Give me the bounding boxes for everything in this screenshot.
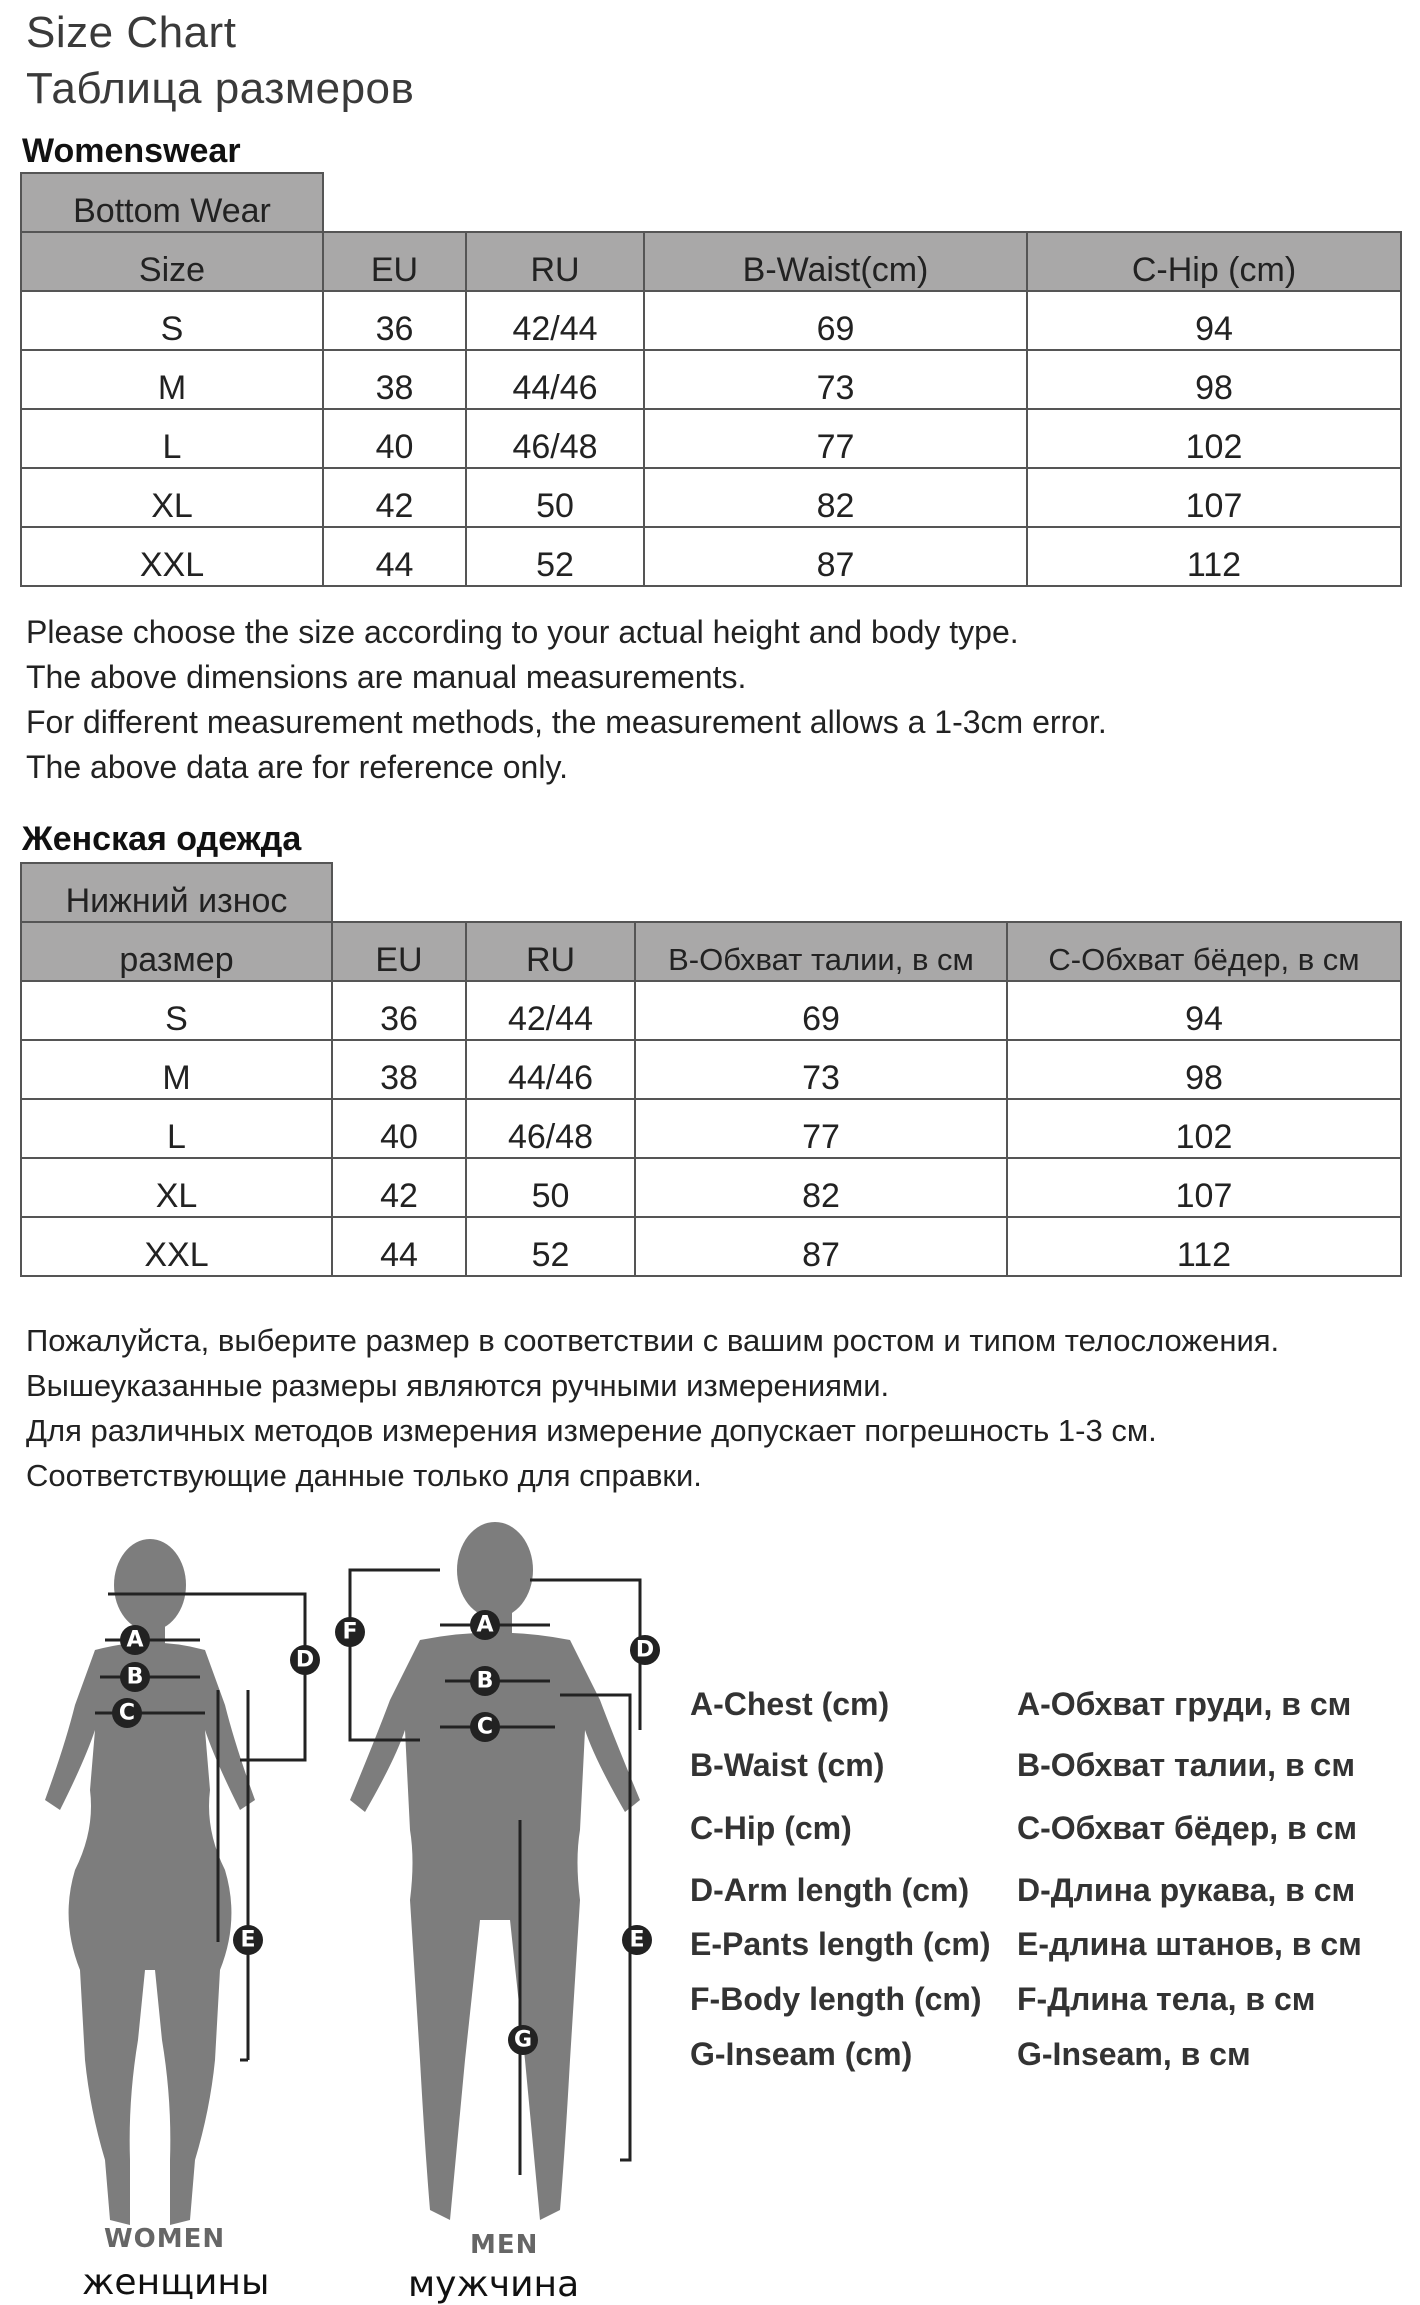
column-header: RU: [466, 922, 635, 981]
table-cell: 69: [644, 291, 1027, 350]
table-cell: 82: [644, 468, 1027, 527]
table-row: [21, 981, 1401, 1040]
note-line: Пожалуйста, выберите размер в соответствии с вашим ростом и типом телосложения.: [26, 1323, 1280, 1358]
table-cell: 44/46: [466, 1040, 635, 1099]
column-header: EU: [332, 922, 466, 981]
table-cell: 98: [1027, 350, 1401, 409]
column-header: RU: [466, 232, 644, 291]
marker-c-women: [112, 1698, 142, 1728]
table-cell: 44: [323, 527, 466, 586]
note-line: Соответствующие данные только для справки.: [26, 1458, 702, 1493]
table-cell: S: [21, 981, 332, 1040]
section-title-womenswear: Womenswear: [22, 132, 241, 170]
table-row: [21, 291, 1401, 350]
table-cell: 69: [635, 981, 1007, 1040]
category-cell: Нижний износ: [21, 863, 332, 922]
svg-text:C: C: [118, 1700, 136, 1726]
section-title-zhenskaya: Женская одежда: [22, 820, 302, 858]
svg-text:D: D: [295, 1647, 315, 1673]
note-line: Please choose the size according to your actual height and body type.: [26, 614, 1019, 650]
table-cell: 73: [644, 350, 1027, 409]
table-cell: M: [21, 1040, 332, 1099]
marker-b-men: [470, 1666, 500, 1696]
note-line: Для различных методов измерения измерение допускает погрешность 1-3 см.: [26, 1413, 1157, 1448]
page-title-ru: Таблица размеров: [26, 64, 415, 113]
marker-g-men: [508, 2025, 538, 2055]
column-header: C-Hip (cm): [1027, 232, 1401, 291]
table-row: [21, 409, 1401, 468]
marker-a-women: [120, 1625, 150, 1655]
legend-item-en: B-Waist (cm): [690, 1747, 885, 1783]
legend-item-ru: E-длина штанов, в см: [1017, 1926, 1362, 1962]
table-cell: L: [21, 409, 323, 468]
legend-item-en: G-Inseam (cm): [690, 2036, 913, 2072]
table-row: [21, 1040, 1401, 1099]
table-cell: 107: [1007, 1158, 1401, 1217]
table-cell: S: [21, 291, 323, 350]
notes-en: [26, 610, 1107, 790]
legend-item-ru: A-Обхват груди, в см: [1017, 1686, 1352, 1722]
table-cell: 42/44: [466, 981, 635, 1040]
legend-item-ru: B-Обхват талии, в см: [1017, 1747, 1355, 1783]
table-cell: 112: [1007, 1217, 1401, 1276]
table-cell: 77: [635, 1099, 1007, 1158]
table-cell: 82: [635, 1158, 1007, 1217]
legend-item-en: E-Pants length (cm): [690, 1926, 991, 1962]
size-table-ru: [20, 862, 1402, 1277]
table-cell: XXL: [21, 1217, 332, 1276]
page-title-en: Size Chart: [26, 8, 237, 57]
marker-f-men: [335, 1617, 365, 1647]
svg-text:B: B: [476, 1668, 494, 1694]
table-cell: 52: [466, 527, 644, 586]
svg-text:F: F: [342, 1619, 358, 1645]
note-line: The above dimensions are manual measurements.: [26, 659, 747, 695]
table-cell: 112: [1027, 527, 1401, 586]
table-row: [21, 350, 1401, 409]
table-cell: L: [21, 1099, 332, 1158]
svg-text:B: B: [126, 1664, 144, 1690]
table-cell: 94: [1027, 291, 1401, 350]
table-cell: XL: [21, 1158, 332, 1217]
category-cell: Bottom Wear: [21, 173, 323, 232]
men-label-ru: мужчина: [408, 2264, 580, 2305]
column-header: B-Waist(cm): [644, 232, 1027, 291]
table-row: [21, 1099, 1401, 1158]
table-cell: 42/44: [466, 291, 644, 350]
woman-silhouette: [45, 1539, 255, 2225]
table-cell: 52: [466, 1217, 635, 1276]
marker-b-women: [120, 1662, 150, 1692]
table-cell: 40: [323, 409, 466, 468]
table-cell: 36: [332, 981, 466, 1040]
table-cell: 40: [332, 1099, 466, 1158]
marker-d-women: [290, 1645, 320, 1675]
table-cell: 50: [466, 1158, 635, 1217]
table-row: [21, 468, 1401, 527]
marker-c-men: [470, 1712, 500, 1742]
table-header-row: [21, 922, 1401, 981]
svg-text:E: E: [240, 1927, 256, 1953]
legend-item-ru: D-Длина рукава, в см: [1017, 1872, 1356, 1908]
table-header-row: [21, 232, 1401, 291]
column-header: размер: [21, 922, 332, 981]
table-cell: 42: [332, 1158, 466, 1217]
table-cell: 107: [1027, 468, 1401, 527]
table-cell: 46/48: [466, 1099, 635, 1158]
marker-e-men: [622, 1925, 652, 1955]
svg-text:G: G: [513, 2027, 533, 2053]
legend-item-en: C-Hip (cm): [690, 1810, 852, 1846]
svg-text:C: C: [476, 1714, 494, 1740]
women-label-en: WOMEN: [104, 2224, 226, 2254]
table-cell: 77: [644, 409, 1027, 468]
table-cell: 44: [332, 1217, 466, 1276]
table-cell: 87: [644, 527, 1027, 586]
legend-item-ru: G-Inseam, в см: [1017, 2036, 1251, 2072]
legend-item-en: D-Arm length (cm): [690, 1872, 970, 1908]
table-row: [21, 527, 1401, 586]
men-label-en: MEN: [470, 2230, 539, 2260]
note-line: For different measurement methods, the measurement allows a 1-3cm error.: [26, 704, 1107, 740]
table-cell: 44/46: [466, 350, 644, 409]
table-cell: 50: [466, 468, 644, 527]
table-cell: XXL: [21, 527, 323, 586]
notes-ru: [26, 1318, 1279, 1498]
column-header: B-Обхват талии, в см: [635, 922, 1007, 981]
table-cell: 102: [1027, 409, 1401, 468]
legend-item-en: A-Chest (cm): [690, 1686, 890, 1722]
table-cell: 36: [323, 291, 466, 350]
table-cell: 73: [635, 1040, 1007, 1099]
marker-d-men: [630, 1635, 660, 1665]
table-cell: 87: [635, 1217, 1007, 1276]
table-cell: 38: [332, 1040, 466, 1099]
table-cell: 42: [323, 468, 466, 527]
size-table-en: [20, 172, 1402, 587]
note-line: The above data are for reference only.: [26, 749, 568, 785]
table-row: [21, 1158, 1401, 1217]
column-header: Size: [21, 232, 323, 291]
table-cell: 94: [1007, 981, 1401, 1040]
table-cell: 102: [1007, 1099, 1401, 1158]
category-row: [21, 173, 1401, 232]
svg-text:A: A: [476, 1612, 494, 1638]
legend-item-en: F-Body length (cm): [690, 1981, 982, 2017]
marker-a-men: [470, 1610, 500, 1640]
svg-text:E: E: [629, 1927, 645, 1953]
table-cell: M: [21, 350, 323, 409]
legend-item-ru: F-Длина тела, в см: [1017, 1981, 1316, 2017]
table-cell: XL: [21, 468, 323, 527]
women-label-ru: женщины: [82, 2262, 270, 2303]
table-cell: 46/48: [466, 409, 644, 468]
svg-text:A: A: [126, 1627, 144, 1653]
column-header: C-Обхват бёдер, в см: [1007, 922, 1401, 981]
svg-text:D: D: [635, 1637, 655, 1663]
table-cell: 98: [1007, 1040, 1401, 1099]
category-row: [21, 863, 1401, 922]
marker-e-women: [233, 1925, 263, 1955]
note-line: Вышеуказанные размеры являются ручными измерениями.: [26, 1368, 890, 1403]
legend-item-ru: C-Обхват бёдер, в см: [1017, 1810, 1358, 1846]
table-row: [21, 1217, 1401, 1276]
column-header: EU: [323, 232, 466, 291]
table-cell: 38: [323, 350, 466, 409]
